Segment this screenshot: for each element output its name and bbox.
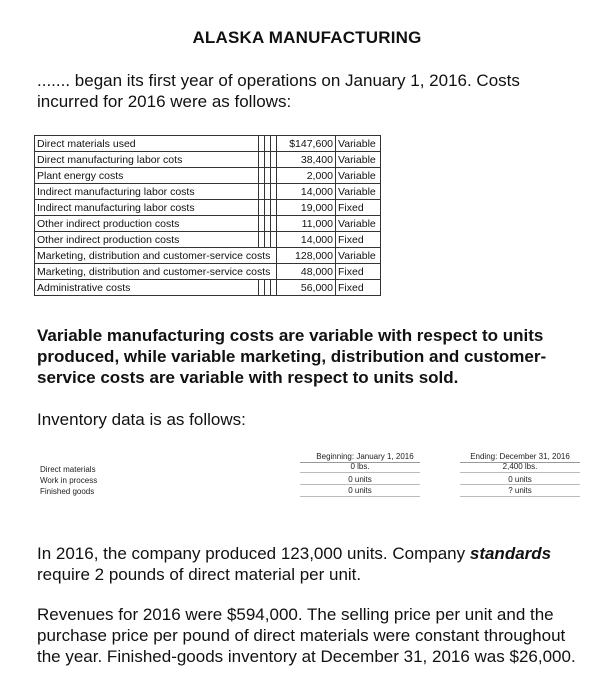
row-divider <box>300 484 420 485</box>
cost-amount: $147,600 <box>277 136 336 152</box>
inventory-ending-value: 0 units <box>508 475 532 484</box>
cost-item-label: Administrative costs <box>35 280 259 296</box>
cost-behavior: Variable <box>336 152 381 168</box>
intro-text: ....... began its first year of operations on January 1, 2016. Costs incurred for 2016 were as follows: <box>37 71 520 111</box>
cost-row <box>35 152 381 168</box>
cost-amount: 38,400 <box>277 152 336 168</box>
cost-row <box>35 280 381 296</box>
cost-amount: 48,000 <box>277 264 336 280</box>
production-paragraph <box>37 543 587 585</box>
inventory-intro: Inventory data is as follows: <box>37 410 246 429</box>
cost-item-label: Direct materials used <box>35 136 259 152</box>
cost-amount: 14,000 <box>277 232 336 248</box>
cost-row <box>35 248 381 264</box>
cost-item-label: Other indirect production costs <box>35 232 259 248</box>
row-divider <box>460 472 580 473</box>
cost-behavior: Variable <box>336 136 381 152</box>
cost-item-label: Plant energy costs <box>35 168 259 184</box>
inventory-beginning-value: 0 lbs. <box>350 462 370 471</box>
cost-row <box>35 136 381 152</box>
cost-behavior: Fixed <box>336 264 381 280</box>
cost-behavior: Fixed <box>336 232 381 248</box>
cost-row <box>35 168 381 184</box>
variable-cost-note: Variable manufacturing costs are variable with respect to units produced, while variable marketing, distribution and customer-service costs are variable with respect to units sold. <box>37 326 547 387</box>
inventory-ending-value: 2,400 lbs. <box>502 462 538 471</box>
inventory-row-label: Work in process <box>40 476 98 485</box>
cost-behavior: Fixed <box>336 200 381 216</box>
cost-row <box>35 232 381 248</box>
cost-amount: 19,000 <box>277 200 336 216</box>
inventory-beginning-value: 0 units <box>348 486 372 495</box>
cost-behavior: Fixed <box>336 280 381 296</box>
cost-behavior: Variable <box>336 216 381 232</box>
cost-behavior: Variable <box>336 184 381 200</box>
cost-row <box>35 216 381 232</box>
row-divider <box>460 484 580 485</box>
cost-behavior: Variable <box>336 248 381 264</box>
production-text-after: require 2 pounds of direct material per unit. <box>37 565 362 584</box>
cost-amount: 11,000 <box>277 216 336 232</box>
inventory-ending-value: ? units <box>508 486 532 495</box>
row-divider <box>460 496 580 497</box>
row-divider <box>300 496 420 497</box>
cost-amount: 128,000 <box>277 248 336 264</box>
cost-row <box>35 264 381 280</box>
inventory-beginning-value: 0 units <box>348 475 372 484</box>
inventory-beginning-header: Beginning: January 1, 2016 <box>316 452 414 461</box>
cost-amount: 14,000 <box>277 184 336 200</box>
cost-amount: 2,000 <box>277 168 336 184</box>
row-divider <box>300 472 420 473</box>
inventory-row-label: Finished goods <box>40 487 95 496</box>
cost-behavior: Variable <box>336 168 381 184</box>
cost-item-label: Indirect manufacturing labor costs <box>35 200 259 216</box>
cost-table <box>34 135 381 296</box>
cost-row <box>35 184 381 200</box>
cost-item-label: Marketing, distribution and customer-service costs <box>35 264 277 280</box>
cost-row <box>35 200 381 216</box>
revenue-paragraph: Revenues for 2016 were $594,000. The selling price per unit and the purchase price per pound of direct materials were constant throughout the year. Finished-goods inventory at December 31, 2016 was $26,000. <box>37 605 576 666</box>
inventory-ending-header: Ending: December 31, 2016 <box>470 452 570 461</box>
standards-emphasis: standards <box>469 544 552 563</box>
cost-amount: 56,000 <box>277 280 336 296</box>
cost-item-label: Indirect manufacturing labor costs <box>35 184 259 200</box>
cost-item-label: Marketing, distribution and customer-service costs <box>35 248 277 264</box>
cost-item-label: Direct manufacturing labor cots <box>35 152 259 168</box>
production-text-before: In 2016, the company produced 123,000 units. Company <box>37 544 470 563</box>
inventory-row-label: Direct materials <box>40 465 96 474</box>
cost-item-label: Other indirect production costs <box>35 216 259 232</box>
page-title: ALASKA MANUFACTURING <box>192 28 422 47</box>
